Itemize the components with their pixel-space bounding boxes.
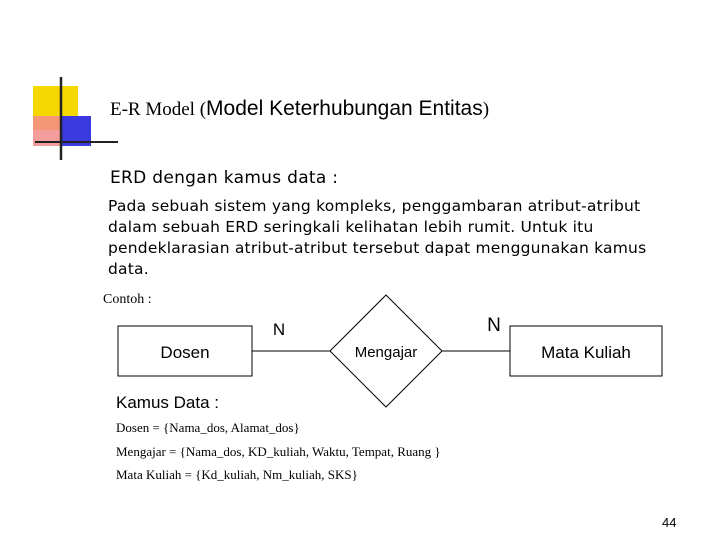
title-part1: E-R Model ( <box>110 99 207 120</box>
body-paragraph: Pada sebuah sistem yang kompleks, penggambaran atribut-atribut dalam sebuah ERD seringkali kelihatan lebih rumit. Untuk itu pendeklarasian atribut-atribut tersebut dapat menggunakan kamus data. <box>108 197 647 278</box>
section-heading: ERD dengan kamus data : <box>110 168 339 188</box>
entity-matakuliah-label: Mata Kuliah <box>541 343 631 362</box>
cardinality-right: N <box>487 315 501 336</box>
cardinality-left: N <box>272 320 286 339</box>
page-number: 44 <box>662 515 677 530</box>
title-part2: Model Keterhubungan Entitas <box>206 97 483 120</box>
kamus-line-mengajar: Mengajar = {Nama_dos, KD_kuliah, Waktu, Tempat, Ruang } <box>116 444 441 459</box>
kamus-heading: Kamus Data : <box>116 393 219 412</box>
relationship-mengajar-label: Mengajar <box>354 344 418 361</box>
entity-dosen-label: Dosen <box>160 343 210 362</box>
example-label: Contoh : <box>103 292 152 307</box>
title-part3: ) <box>482 99 490 120</box>
kamus-line-dosen: Dosen = {Nama_dos, Alamat_dos} <box>116 420 300 435</box>
kamus-line-matakuliah: Mata Kuliah = {Kd_kuliah, Nm_kuliah, SKS} <box>116 467 358 482</box>
